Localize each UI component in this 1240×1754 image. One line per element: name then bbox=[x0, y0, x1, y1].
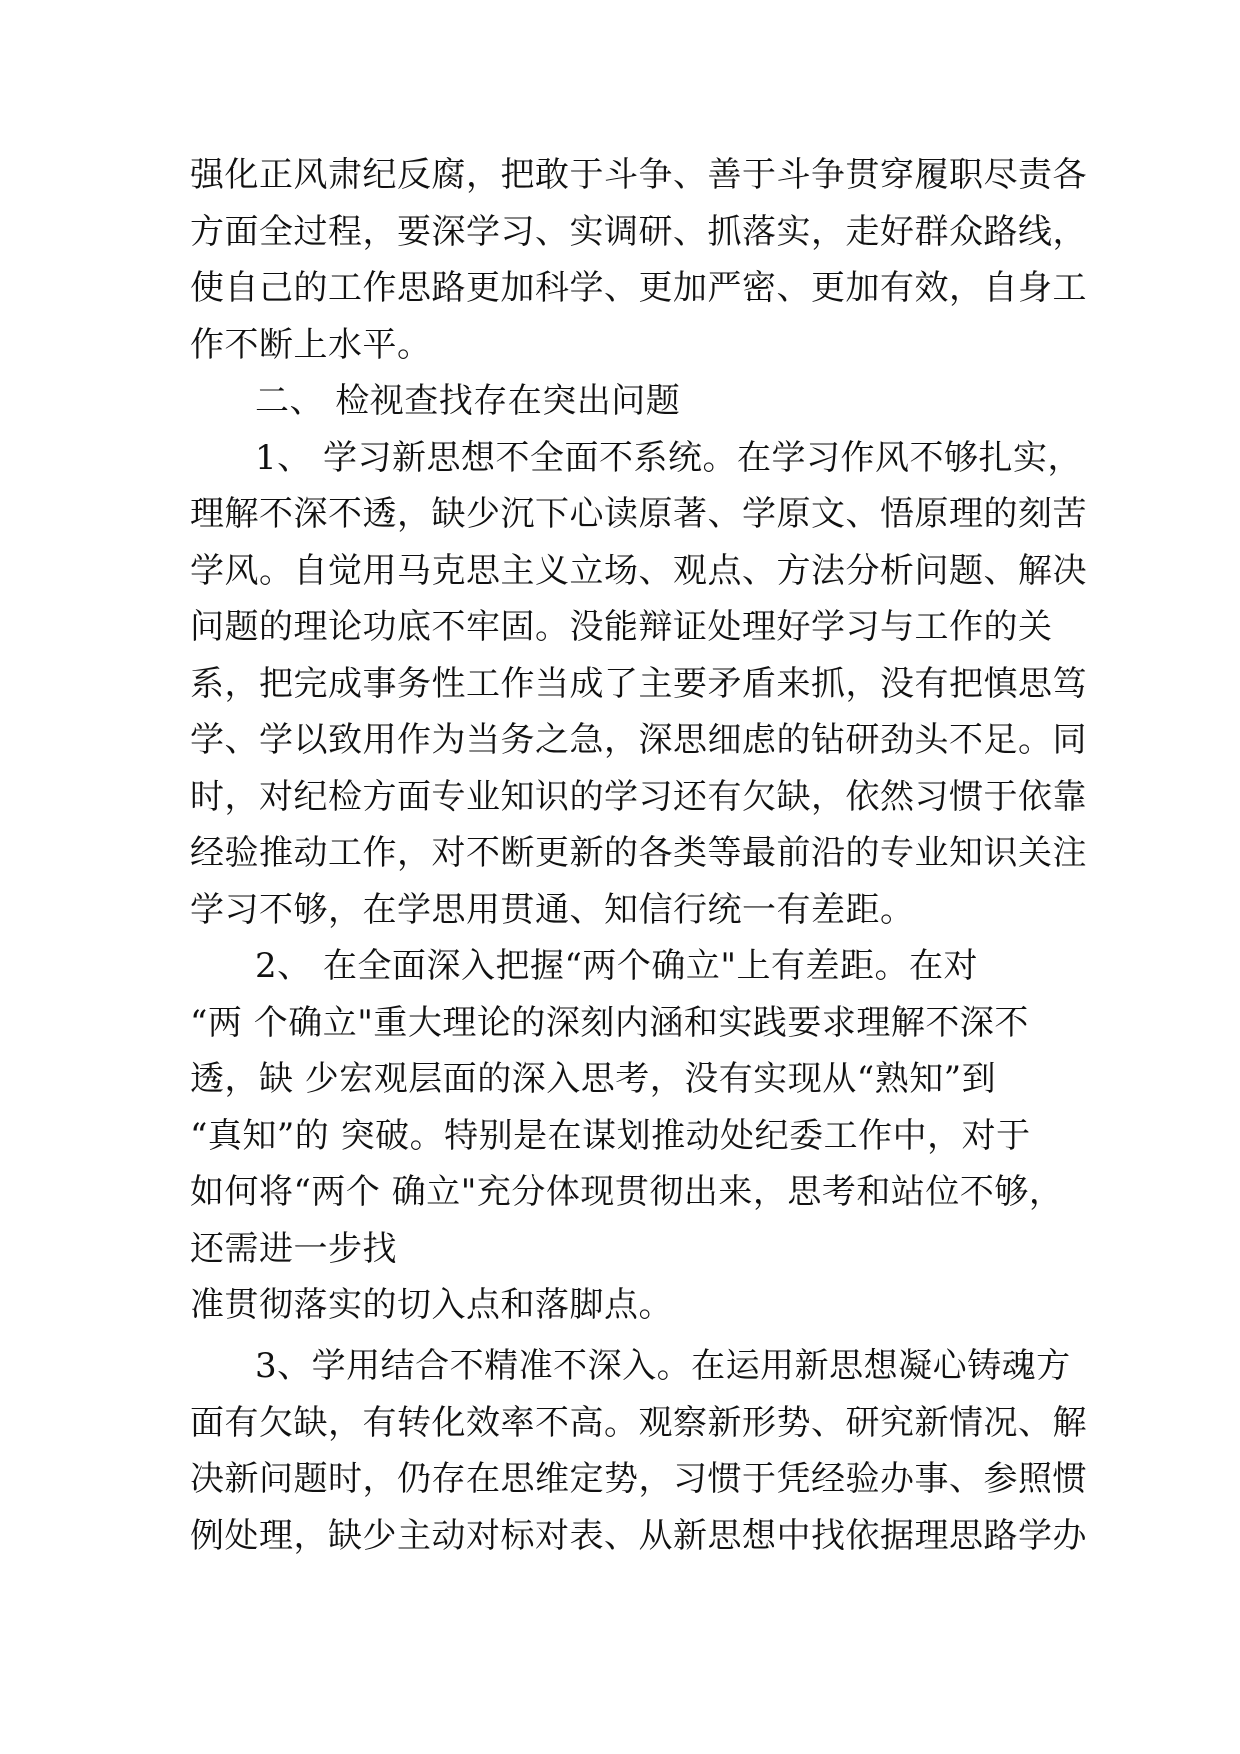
text-line: 经验推动工作，对不断更新的各类等最前沿的专业知识关注 bbox=[190, 833, 1087, 873]
section-heading: 二、 检视查找存在突出问题 bbox=[255, 381, 681, 421]
text-line: 准贯彻落实的切入点和落脚点。 bbox=[190, 1285, 673, 1325]
text-line: 透，缺 少宏观层面的深入思考，没有实现从“熟知”到 bbox=[190, 1059, 997, 1099]
text-line: 方面全过程，要深学习、实调研、抓落实，走好群众路线， bbox=[190, 212, 1087, 252]
text-line: 学、学以致用作为当务之急，深思细虑的钻研劲头不足。同 bbox=[190, 720, 1087, 760]
text-line: “两 个确立"重大理论的深刻内涵和实践要求理解不深不 bbox=[190, 1003, 1029, 1043]
text-line: 系，把完成事务性工作当成了主要矛盾来抓，没有把慎思笃 bbox=[190, 664, 1087, 704]
text-line: 如何将“两个 确立"充分体现贯彻出来，思考和站位不够， bbox=[190, 1172, 1064, 1212]
text-line: 时，对纪检方面专业知识的学习还有欠缺，依然习惯于依靠 bbox=[190, 777, 1087, 817]
text-line: 问题的理论功底不牢固。没能辩证处理好学习与工作的关 bbox=[190, 607, 1053, 647]
text-line: 强化正风肃纪反腐，把敢于斗争、善于斗争贯穿履职尽责各 bbox=[190, 155, 1087, 195]
text-line: “真知”的 突破。特别是在谋划推动处纪委工作中，对于 bbox=[190, 1116, 1031, 1156]
text-line: 3、学用结合不精准不深入。在运用新思想凝心铸魂方 bbox=[255, 1346, 1071, 1386]
text-line: 面有欠缺，有转化效率不高。观察新形势、研究新情况、解 bbox=[190, 1403, 1087, 1443]
text-line: 理解不深不透，缺少沉下心读原著、学原文、悟原理的刻苦 bbox=[190, 494, 1087, 534]
text-line: 作不断上水平。 bbox=[190, 325, 432, 365]
text-line: 1、 学习新思想不全面不系统。在学习作风不够扎实， bbox=[255, 438, 1082, 478]
text-line: 学风。自觉用马克思主义立场、观点、方法分析问题、解决 bbox=[190, 551, 1087, 591]
text-line: 使自己的工作思路更加科学、更加严密、更加有效，自身工 bbox=[190, 268, 1087, 308]
text-line: 决新问题时，仍存在思维定势，习惯于凭经验办事、参照惯 bbox=[190, 1459, 1087, 1499]
text-line: 还需进一步找 bbox=[190, 1229, 397, 1269]
text-line: 例处理，缺少主动对标对表、从新思想中找依据理思路学办 bbox=[190, 1516, 1087, 1556]
text-line: 学习不够，在学思用贯通、知信行统一有差距。 bbox=[190, 890, 915, 930]
text-line: 2、 在全面深入把握“两个确立"上有差距。在对 bbox=[255, 946, 978, 986]
